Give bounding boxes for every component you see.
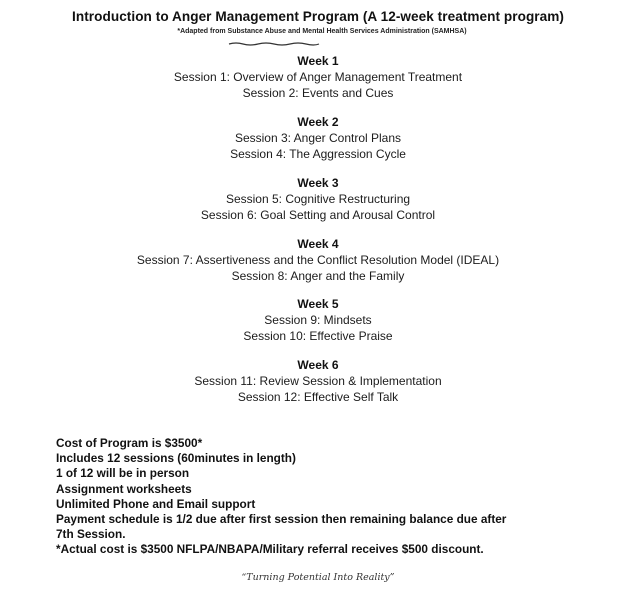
session-line: Session 2: Events and Cues <box>242 86 394 100</box>
decorative-underline <box>228 41 320 47</box>
document-title: Introduction to Anger Management Program (A 12-week treatment program) <box>72 9 564 24</box>
session-line: Session 3: Anger Control Plans <box>234 131 402 145</box>
tagline: “Turning Potential Into Reality” <box>241 572 395 583</box>
week-block-3 <box>0 176 636 223</box>
week-title: Week 1 <box>297 54 339 68</box>
session-line: Session 10: Effective Praise <box>243 329 393 343</box>
session-line: Session 7: Assertiveness and the Conflict Resolution Model (IDEAL) <box>136 253 500 267</box>
week-block-6 <box>0 358 636 405</box>
week-title: Week 5 <box>297 297 339 311</box>
cost-line: Cost of Program is $3500* <box>56 436 203 450</box>
session-line: Session 1: Overview of Anger Management Treatment <box>173 70 463 84</box>
sessions-line: Includes 12 sessions (60minutes in length) <box>56 451 296 466</box>
week-title: Week 2 <box>297 115 339 129</box>
in-person-line: 1 of 12 will be in person <box>56 466 190 481</box>
session-line: Session 9: Mindsets <box>264 313 372 327</box>
payment-line-cont: 7th Session. <box>56 527 126 542</box>
week-block-2 <box>0 115 636 162</box>
week-title: Week 6 <box>297 358 339 372</box>
session-line: Session 6: Goal Setting and Arousal Control <box>200 208 436 222</box>
session-line: Session 12: Effective Self Talk <box>237 390 399 404</box>
program-summary <box>56 436 616 558</box>
payment-line: Payment schedule is 1/2 due after first session then remaining balance due after <box>56 512 507 527</box>
discount-line: *Actual cost is $3500 NFLPA/NBAPA/Military referral receives $500 discount. <box>56 542 484 557</box>
week-title: Week 3 <box>297 176 339 190</box>
support-line: Unlimited Phone and Email support <box>56 496 256 511</box>
session-line: Session 5: Cognitive Restructuring <box>225 192 411 206</box>
week-title: Week 4 <box>297 237 339 251</box>
week-block-4 <box>0 237 636 284</box>
session-line: Session 4: The Aggression Cycle <box>230 147 406 161</box>
session-line: Session 8: Anger and the Family <box>231 269 405 283</box>
session-line: Session 11: Review Session & Implementation <box>194 374 442 388</box>
week-block-1 <box>0 54 636 101</box>
source-note: *Adapted from Substance Abuse and Mental Health Services Administration (SAMHSA) <box>177 28 467 35</box>
worksheets-line: Assignment worksheets <box>56 481 192 496</box>
week-block-5 <box>0 297 636 344</box>
